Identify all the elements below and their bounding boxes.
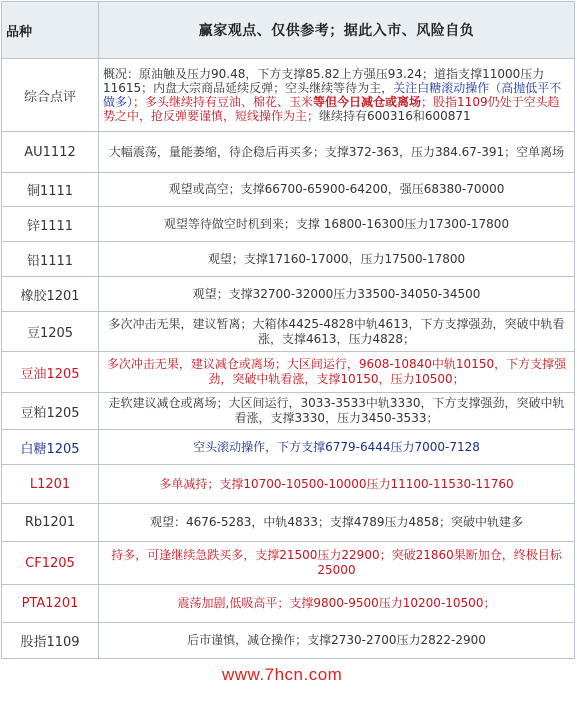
summary-part2: 关注白糖滚动操作（高抛低平不做多） xyxy=(103,81,562,109)
row-name: 锌1111 xyxy=(2,207,99,242)
table-row xyxy=(2,430,575,465)
table-row xyxy=(2,277,575,312)
row-name: 铜1111 xyxy=(2,173,99,207)
table-row xyxy=(2,585,575,623)
quote-table xyxy=(1,1,575,659)
row-name: 豆粕1205 xyxy=(2,393,99,430)
summary-text xyxy=(99,59,575,132)
row-view: 持多，可逢继续急跌买多，支撑21500压力22900；突破21860果断加仓，终极目标25000 xyxy=(99,542,575,585)
table-row xyxy=(2,173,575,207)
row-view: 多次冲击无果，建议暂离；大箱体4425-4828中轨4613，下方支撑强劲，突破中轨看涨，支撑4613，压力4828； xyxy=(99,312,575,352)
row-name: 橡胶1201 xyxy=(2,277,99,312)
row-view: 观望；支撑32700-32000压力33500-34050-34500 xyxy=(99,277,575,312)
row-view: 震荡加剧,低吸高平；支撑9800-9500压力10200-10500； xyxy=(99,585,575,623)
row-name: CF1205 xyxy=(2,542,99,585)
table-row xyxy=(2,542,575,585)
row-view: 空头滚动操作，下方支撑6779-6444压力7000-7128 xyxy=(99,430,575,465)
table-row xyxy=(2,312,575,352)
header-col-name: 品种 xyxy=(2,2,99,59)
row-name: 股指1109 xyxy=(2,623,99,659)
summary-part5: ；股指1109仍处于空头趋势之中，抢反弹要谨慎，短线操作为主； xyxy=(103,95,560,123)
row-name: PTA1201 xyxy=(2,585,99,623)
row-name: L1201 xyxy=(2,465,99,504)
summary-row xyxy=(2,59,575,132)
table-row xyxy=(2,132,575,173)
summary-part4: 等但今日减仓或离场 xyxy=(313,95,422,109)
table-row xyxy=(2,352,575,393)
row-view: 观望；支撑17160-17000，压力17500-17800 xyxy=(99,242,575,277)
watermark: www.7hcn.com xyxy=(222,665,343,684)
row-view: 多次冲击无果，建议减仓或离场；大区间运行，9608-10840中轨10150，下方支撑强劲，突破中轨看涨，支撑10150，压力10500； xyxy=(99,352,575,393)
table-row xyxy=(2,623,575,659)
header-row xyxy=(2,2,575,59)
row-name: 豆1205 xyxy=(2,312,99,352)
table-row xyxy=(2,393,575,430)
row-view: 观望：4676-5283，中轨4833；支撑4789压力4858；突破中轨建多 xyxy=(99,504,575,542)
row-view: 走软建议减仓或离场；大区间运行，3033-3533中轨3330，下方支撑强劲，突破中轨看涨，支撑3330，压力3450-3533； xyxy=(99,393,575,430)
row-name: Rb1201 xyxy=(2,504,99,542)
row-name: 铅1111 xyxy=(2,242,99,277)
row-view: 观望或高空；支撑66700-65900-64200，强压68380-70000 xyxy=(99,173,575,207)
row-name: 豆油1205 xyxy=(2,352,99,393)
table-row xyxy=(2,465,575,504)
row-view: 多单减持；支撑10700-10500-10000压力11100-11530-11760 xyxy=(99,465,575,504)
row-view: 后市谨慎，减仓操作；支撑2730-2700压力2822-2900 xyxy=(99,623,575,659)
table-row xyxy=(2,242,575,277)
row-name: AU1112 xyxy=(2,132,99,173)
summary-part1: 概况：原油触及压力90.48，下方支撑85.82上方强压93.24；道指支撑11000压力11615；内盘大宗商品延续反弹；空头继续等待为主， xyxy=(103,67,545,95)
row-view: 大幅震荡，量能萎缩，待企稳后再买多；支撑372-363，压力384.67-391；空单离场 xyxy=(99,132,575,173)
row-view: 观望等待做空时机到来；支撑 16800-16300压力17300-17800 xyxy=(99,207,575,242)
summary-name: 综合点评 xyxy=(2,59,99,132)
summary-part3: ；多头继续持有豆油、棉花、玉米 xyxy=(133,95,314,109)
header-col-view: 赢家观点、仅供参考；据此入市、风险自负 xyxy=(99,2,575,59)
table-row xyxy=(2,207,575,242)
row-name: 白糖1205 xyxy=(2,430,99,465)
summary-part6: 继续持有600316和600871 xyxy=(319,109,471,123)
table-row xyxy=(2,504,575,542)
